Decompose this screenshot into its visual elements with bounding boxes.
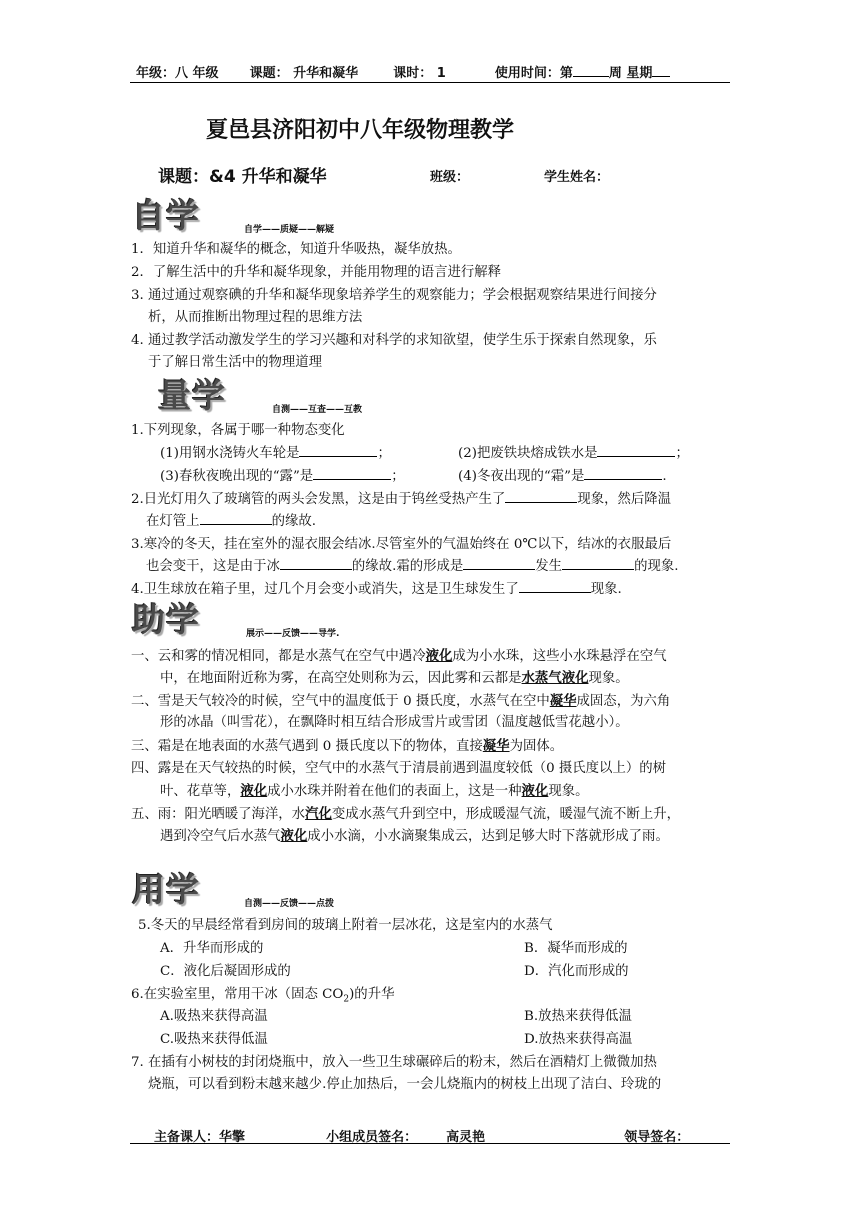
p4c-key: 液化 [240, 783, 268, 799]
p1d: 中，在地面附近称为雾，在高空处则称为云，因此雾和云都是 [160, 671, 522, 686]
q3d-text: 发生 [535, 559, 563, 574]
footer-rule [130, 1143, 730, 1144]
liangxue-q3-line1: 3.寒冷的冬天，挂在室外的湿衣服会结冰.尽管室外的气温始终在 0℃以下，结冰的衣服最后 [131, 537, 672, 552]
blank-q3a[interactable] [280, 557, 352, 570]
header-bar [136, 62, 726, 81]
liangxue-q1: 1.下列现象，各属于哪一种物态变化 [131, 423, 345, 438]
zhuxue-p2-line1 [131, 691, 670, 712]
blank-q1d[interactable] [584, 467, 662, 480]
q5-option-c[interactable]: C．液化后凝固形成的 [160, 964, 291, 979]
q6a: 6.在实验室里，常用干冰（固态 CO [131, 987, 344, 1002]
q1d-end: . [662, 469, 667, 484]
blank-q2a[interactable] [505, 490, 577, 503]
p4e-key: 液化 [521, 783, 549, 799]
liangxue-q1a [160, 444, 391, 464]
zhuxue-p2-line2: 形的冰晶（叫雪花），在飘降时相互结合形成雪片或雪团（温度越低雪花越小）。 [160, 715, 629, 730]
p2b-key: 凝华 [549, 693, 577, 709]
q6-option-a[interactable]: A.吸热来获得高温 [160, 1009, 268, 1024]
zhuxue-p1-line2 [160, 668, 629, 689]
q3c-text: 的缘故.霜的形成是 [351, 559, 464, 574]
q6-option-b[interactable]: B.放热来获得低温 [524, 1009, 632, 1024]
zhuxue-p4-line1: 四、露是在天气较热的时候，空气中的水蒸气于清晨前遇到温度较低（0 摄氏度以上）的树 [131, 761, 667, 776]
liangxue-q1d [458, 467, 667, 487]
footer-members: 高灵艳 [446, 1130, 486, 1145]
q6-option-d[interactable]: D.放热来获得高温 [524, 1032, 633, 1047]
q1c-end: ； [391, 469, 405, 484]
q1a-text: (1)用钢水浇铸火车轮是 [160, 446, 300, 461]
zixue-line-6: 于了解日常生活中的物理道理 [148, 355, 323, 370]
header-period: 课时： 1 [393, 66, 446, 81]
section-tag-yongxue: 自测——反馈——点拨 [244, 899, 335, 909]
q2c-text: 在灯管上 [146, 514, 200, 529]
q4a-text: 4.卫生球放在箱子里，过几个月会变小或消失，这是卫生球发生了 [131, 582, 519, 597]
p1c: 成为小水珠，这些小水珠悬浮在空气 [452, 649, 667, 664]
p2a: 二、雪是天气较冷的时候，空气中的温度低于 0 摄氏度，水蒸气在空中 [131, 694, 550, 709]
page-title: 夏邑县济阳初中八年级物理教学 [206, 118, 515, 143]
q4b-text: 现象. [590, 582, 622, 597]
liangxue-q4 [131, 580, 622, 600]
q6-option-c[interactable]: C.吸热来获得低温 [160, 1032, 268, 1047]
zixue-line-5: 4. 通过教学活动激发学生的学习兴趣和对科学的求知欲望，使学生乐于探索自然现象，乐 [131, 333, 657, 348]
blank-q1a[interactable] [299, 444, 377, 457]
subtitle-topic: 课题：&4 升华和凝华 [158, 167, 327, 187]
section-heading-liangxue: 量学 [158, 376, 226, 415]
header-time-prefix: 使用时间：第 [494, 66, 573, 81]
blank-q1c[interactable] [313, 467, 391, 480]
p4d: 成小水珠并附着在他们的表面上，这是一种 [267, 784, 522, 799]
p3c: 为固体。 [509, 739, 564, 754]
header-rule [130, 82, 730, 83]
footer-members-label: 小组成员签名： [326, 1130, 418, 1145]
liangxue-q2-line1 [131, 490, 671, 510]
p4b: 叶、花草等， [160, 784, 241, 799]
q1b-text: (2)把废铁块熔成铁水是 [458, 446, 598, 461]
p1e-key: 水蒸气液化 [521, 670, 589, 686]
section-tag-zixue: 自学——质疑——解疑 [244, 225, 335, 235]
zixue-line-3: 3. 通过通过观察碘的升华和凝华现象培养学生的观察能力；学会根据观察结果进行间接分 [131, 288, 657, 303]
zhuxue-p4-line2 [160, 781, 589, 802]
yongxue-q7-line2: 烧瓶，可以看到粉末越来越少.停止加热后，一会儿烧瓶内的树枝上出现了洁白、玲珑的 [148, 1077, 662, 1092]
subtitle-class: 班级： [430, 170, 470, 185]
zixue-line-1: 1．知道升华和凝华的概念，知道升华吸热，凝华放热。 [131, 242, 461, 257]
p2c: 成固态，为六角 [576, 694, 671, 709]
q3b-text: 也会变干，这是由于冰 [146, 559, 280, 574]
q5-option-b[interactable]: B．凝华而形成的 [524, 941, 628, 956]
p5f: 成小水滴，小水滴聚集成云，达到足够大时下落就形成了雨。 [307, 829, 669, 844]
blank-week[interactable] [573, 64, 609, 77]
q6b: )的升华 [349, 987, 395, 1002]
yongxue-q6 [131, 985, 394, 1010]
blank-q4[interactable] [519, 580, 591, 593]
q2a-text: 2.日光灯用久了玻璃管的两头会发黑，这是由于钨丝受热产生了 [131, 492, 506, 507]
zhuxue-p1-line1 [131, 646, 667, 667]
p5c: 变成水蒸气升到空中，形成暖湿气流，暖湿气流不断上升， [331, 807, 681, 822]
section-tag-zhuxue: 展示——反馈——导学. [246, 629, 340, 639]
liangxue-q1b [458, 444, 689, 464]
q2d-text: 的缘故. [271, 514, 316, 529]
q2b-text: 现象，然后降温 [577, 492, 672, 507]
header-time-mid: 周 星期 [608, 66, 653, 81]
blank-q3c[interactable] [562, 557, 634, 570]
p1b-key: 液化 [425, 648, 453, 664]
p5d: 遇到冷空气后水蒸气 [160, 829, 281, 844]
p1f: 现象。 [588, 671, 629, 686]
section-heading-zixue: 自学 [132, 196, 200, 235]
blank-q3b[interactable] [463, 557, 535, 570]
yongxue-q7-line1: 7. 在插有小树枝的封闭烧瓶中，放入一些卫生球碾碎后的粉末，然后在酒精灯上微微加热 [131, 1055, 657, 1070]
zhuxue-p5-line2 [160, 826, 669, 847]
p4f: 现象。 [548, 784, 589, 799]
liangxue-q2-line2 [146, 512, 316, 532]
q1a-end: ； [377, 446, 391, 461]
header-grade: 年级：八 年级 [136, 66, 219, 81]
footer-leader: 领导签名： [624, 1130, 690, 1145]
p5a: 五、雨：阳光晒暖了海洋，水 [131, 807, 306, 822]
q1b-end: ； [675, 446, 689, 461]
liangxue-q1c [160, 467, 405, 487]
q5-option-d[interactable]: D．汽化而形成的 [524, 964, 629, 979]
q3e-text: 的现象. [634, 559, 679, 574]
p1a: 一、云和雾的情况相同，都是水蒸气在空气中遇冷 [131, 649, 426, 664]
blank-q2b[interactable] [200, 512, 272, 525]
q1c-text: (3)春秋夜晚出现的“露”是 [160, 469, 314, 484]
p3b-key: 凝华 [482, 738, 510, 754]
yongxue-q5: 5.冬天的早晨经常看到房间的玻璃上附着一层冰花，这是室内的水蒸气 [138, 918, 553, 933]
zhuxue-p3 [131, 736, 563, 757]
section-heading-zhuxue: 助学 [132, 600, 200, 639]
section-tag-liangxue: 自测——互查——互教 [272, 405, 363, 415]
header-topic: 课题： 升华和凝华 [249, 66, 359, 81]
subtitle-student: 学生姓名： [544, 170, 610, 185]
blank-q1b[interactable] [597, 444, 675, 457]
p5e-key: 液化 [280, 828, 308, 844]
footer-preparer: 主备课人：华擎 [154, 1130, 246, 1145]
blank-day[interactable] [652, 64, 670, 77]
section-heading-yongxue: 用学 [132, 870, 200, 909]
zixue-line-4: 析，从而推断出物理过程的思维方法 [148, 310, 363, 325]
q5-option-a[interactable]: A．升华而形成的 [160, 941, 264, 956]
q1d-text: (4)冬夜出现的“霜”是 [458, 469, 585, 484]
liangxue-q3-line2 [146, 557, 679, 577]
q6-subscript: 2 [343, 994, 350, 1005]
zixue-line-2: 2．了解生活中的升华和凝华现象，并能用物理的语言进行解释 [131, 265, 502, 280]
p3a: 三、霜是在地表面的水蒸气遇到 0 摄氏度以下的物体，直接 [131, 739, 483, 754]
zhuxue-p5-line1 [131, 804, 680, 825]
p5b-key: 汽化 [305, 806, 332, 822]
